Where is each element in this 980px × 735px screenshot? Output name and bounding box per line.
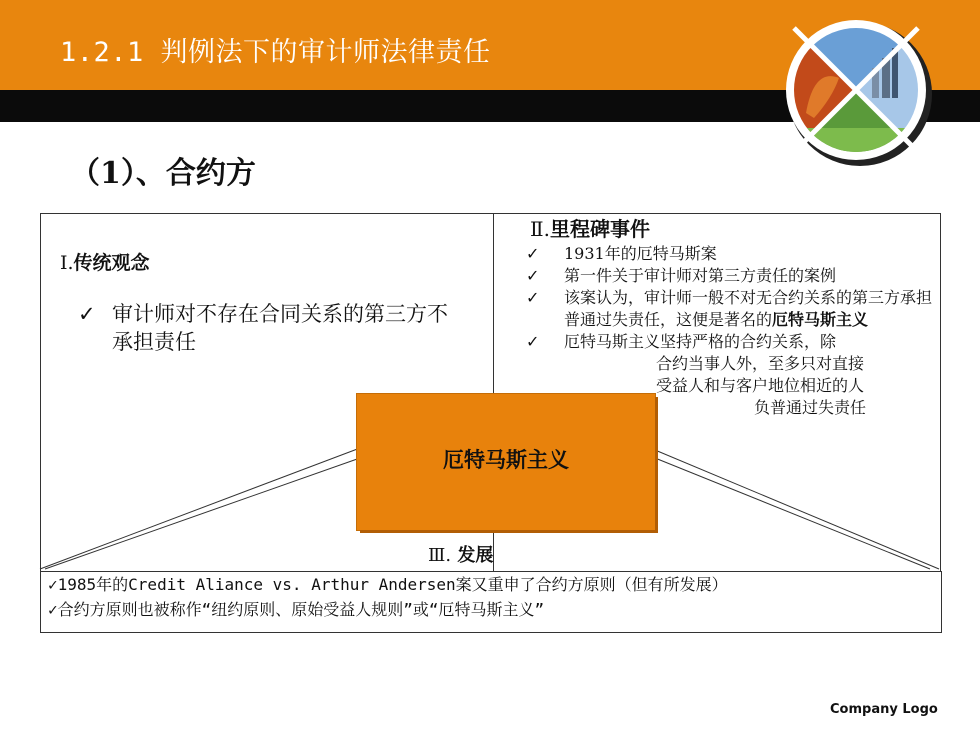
check-icon: ✓ [526,266,540,285]
list-item: ✓ 该案认为，审计师一般不对无合约关系的第三方承担普通过失责任，这便是著名的厄特马斯主义 [526,288,933,329]
list-item: ✓ 审计师对不存在合同关系的第三方不承担责任 [78,302,448,354]
list-item: ✓ 1931年的厄特马斯案 [526,244,717,263]
traditional-view-list [78,300,458,356]
check-icon: ✓ [526,332,540,351]
doctrine-highlight-box [357,394,655,530]
milestone-title: Ⅱ.里程碑事件 [530,217,650,241]
page-title: 1.2.1 判例法下的审计师法律责任 [60,37,491,68]
doctrine-label: 厄特马斯主义 [443,447,569,472]
milestone-list [526,243,935,419]
traditional-view-title: Ⅰ.传统观念 [60,252,150,274]
check-icon: ✓ [526,244,540,263]
list-item: ✓ 厄特马斯主义坚持严格的合约关系，除 合约当事人外，至多只对直接 受益人和与客户地位相近的人 负普通过失责任 [526,332,867,417]
list-item: ✓合约方原则也被称作“纽约原则、原始受益人规则”或“厄特马斯主义” [48,600,545,619]
section-subtitle: （1）、合约方 [70,156,256,191]
company-logo: Company Logo [830,702,938,717]
development-list [48,572,938,622]
list-item: ✓ 第一件关于审计师对第三方责任的案例 [526,266,837,285]
bold-term: 厄特马斯主义 [772,310,869,329]
development-title: Ⅲ. 发展 [428,545,494,566]
check-icon: ✓ [78,302,96,326]
check-icon: ✓ [526,288,540,307]
list-item: ✓1985年的Credit Aliance vs. Arthur Andersen案又重申了合约方原则（但有所发展） [48,575,728,594]
